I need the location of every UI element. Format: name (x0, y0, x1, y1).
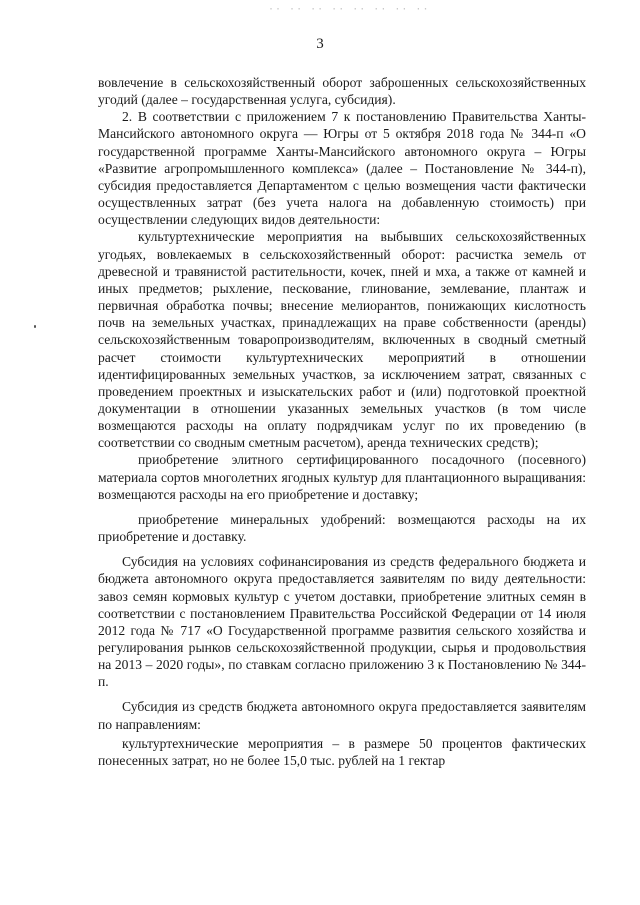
page-number: 3 (316, 36, 324, 52)
document-body (98, 74, 586, 769)
paragraph-cultural-technical-measures: культуртехнические мероприятия на выбывших сельскохозяйственных угодьях, вовлекаемых в сельскохозяйственный оборот: расчистка земель от древесной и травянистой растительности, кочек, пней и мха, а также от камней и иных предметов; рыхление, пескование, глинование, землевание, плантаж и первичная обработка почвы; внесение мелиорантов, понижающих кислотность почв на земельных участках, принадлежащих на праве собственности (аренды) сельскохозяйственным товаропроизводителям, включенных в сводный сметный расчет стоимости культуртехнических мероприятий в отношении идентифицированных земельных участков, за исключением затрат, связанных с проведением проектных и изыскательских работ и (или) подготовкой проектной документации в отношении указанных земельных участков (в том числе возмещаются расходы на оплату подрядчикам услуг по их проведению (в соответствии со сводным сметным расчетом), аренда технических средств); (98, 229, 586, 451)
paragraph-mineral-fertilizers: приобретение минеральных удобрений: возмещаются расходы на их приобретение и доставку. (98, 511, 586, 545)
paragraph-regional-budget: Субсидия из средств бюджета автономного округа предоставляется заявителям по направлениям: (98, 699, 586, 732)
paragraph-rate: культуртехнические мероприятия – в размере 50 процентов фактических понесенных затрат, но не более 15,0 тыс. рублей на 1 гектар (98, 735, 586, 768)
paragraph-planting-material: приобретение элитного сертифицированного посадочного (посевного) материала сортов многолетних ягодных культур для плантационного выращивания: возмещаются расходы на его приобретение и доставку; (98, 452, 586, 502)
scan-speck (34, 325, 36, 328)
paragraph-item-2: 2. В соответствии с приложением 7 к постановлению Правительства Ханты-Мансийского автономного округа — Югры от 5 октября 2018 года № 344-п «О государственной программе Ханты-Мансийского автономного округа – Югры «Развитие агропромышленного комплекса» (далее – Постановление № 344-п), субсидия предоставляется Департаментом с целью возмещения части фактически осуществленных затрат (без учета налога на добавленную стоимость) при осуществлении следующих видов деятельности: (98, 109, 586, 228)
paragraph-continuation: вовлечение в сельскохозяйственный оборот заброшенных сельскохозяйственных угодий (далее – государственная услуга, субсидия). (98, 75, 586, 108)
paragraph-cofinancing: Субсидия на условиях софинансирования из средств федерального бюджета и бюджета автономного округа предоставляется заявителям по виду деятельности: завоз семян кормовых культур с учетом доставки, приобретение элитных семян в соответствии с постановлением Правительства Российской Федерации от 14 июля 2012 года № 717 «О Государственной программе развития сельского хозяйства и регулирования рынков сельскохозяйственной продукции, сырья и продовольствия на 2013 – 2020 годы», по ставкам согласно приложению 3 к Постановлению № 344-п. (98, 554, 586, 690)
scan-artifact: ·· ·· ·· ·· ·· ·· ·· ·· (268, 4, 430, 15)
